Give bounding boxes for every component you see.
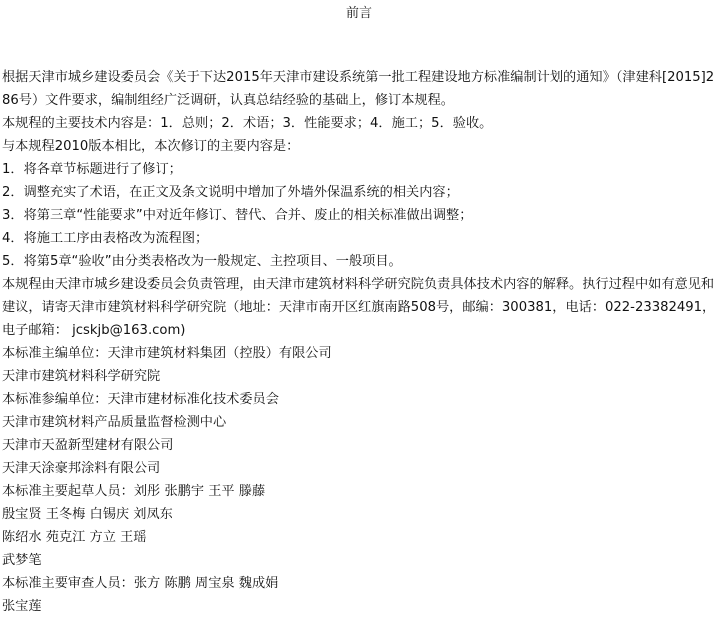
drafters-line-2: 殷宝贤 王冬梅 白锡庆 刘凤东 xyxy=(2,507,173,522)
reviewers-line-1: 本标准主要审查人员：张方 陈鹏 周宝泉 魏成娟 xyxy=(2,576,279,591)
participating-unit: 本标准参编单位：天津市建材标准化技术委员会 xyxy=(2,392,279,407)
revision-item-3: 3．将第三章“性能要求”中对近年修订、替代、合并、废止的相关标准做出调整； xyxy=(2,208,473,223)
paragraph-basis: 根据天津市城乡建设委员会《关于下达2015年天津市建设系统第一批工程建设地方标准编制计划的通知》（津建科[2015]286号）文件要求，编制组经广泛调研，认真总结经验的基础上，修订本规程。 xyxy=(2,70,715,108)
drafters-line-3: 陈绍水 苑克江 方立 王瑶 xyxy=(2,530,147,545)
paragraph-management-contact: 本规程由天津市城乡建设委员会负责管理，由天津市建筑材料科学研究院负责具体技术内容的解释。执行过程中如有意见和建议，请寄天津市建筑材料科学研究院（地址：天津市南开区红旗南路508号，邮编：300381，电话：022-23382491，电子邮箱： jcskjb@163.com) xyxy=(2,277,716,338)
drafters-line-4: 武梦笔 xyxy=(2,553,42,568)
document-body xyxy=(2,66,716,618)
chief-editor-unit-2: 天津市建筑材料科学研究院 xyxy=(2,369,161,384)
drafters-line-1: 本标准主要起草人员：刘彤 张鹏宇 王平 滕藤 xyxy=(2,484,266,499)
paragraph-main-content: 本规程的主要技术内容是：1．总则；2．术语；3．性能要求；4．施工；5．验收。 xyxy=(2,116,493,131)
revision-item-1: 1．将各章节标题进行了修订； xyxy=(2,162,182,177)
document-title: 前言 xyxy=(345,6,372,21)
participating-unit-4: 天津天涂豪邦涂料有限公司 xyxy=(2,461,161,476)
participating-unit-2: 天津市建筑材料产品质量监督检测中心 xyxy=(2,415,227,430)
revision-item-5: 5．将第5章“验收”由分类表格改为一般规定、主控项目、一般项目。 xyxy=(2,254,402,269)
chief-editor-unit: 本标准主编单位：天津市建筑材料集团（控股）有限公司 xyxy=(2,346,332,361)
revision-item-2: 2．调整充实了术语，在正文及条文说明中增加了外墙外保温系统的相关内容； xyxy=(2,185,459,200)
title-spacer xyxy=(2,23,716,66)
revision-item-4: 4．将施工工序由表格改为流程图； xyxy=(2,231,209,246)
reviewers-line-2: 张宝莲 xyxy=(2,599,42,614)
participating-unit-3: 天津市天盈新型建材有限公司 xyxy=(2,438,174,453)
paragraph-revision-intro: 与本规程2010版本相比，本次修订的主要内容是： xyxy=(2,139,300,154)
